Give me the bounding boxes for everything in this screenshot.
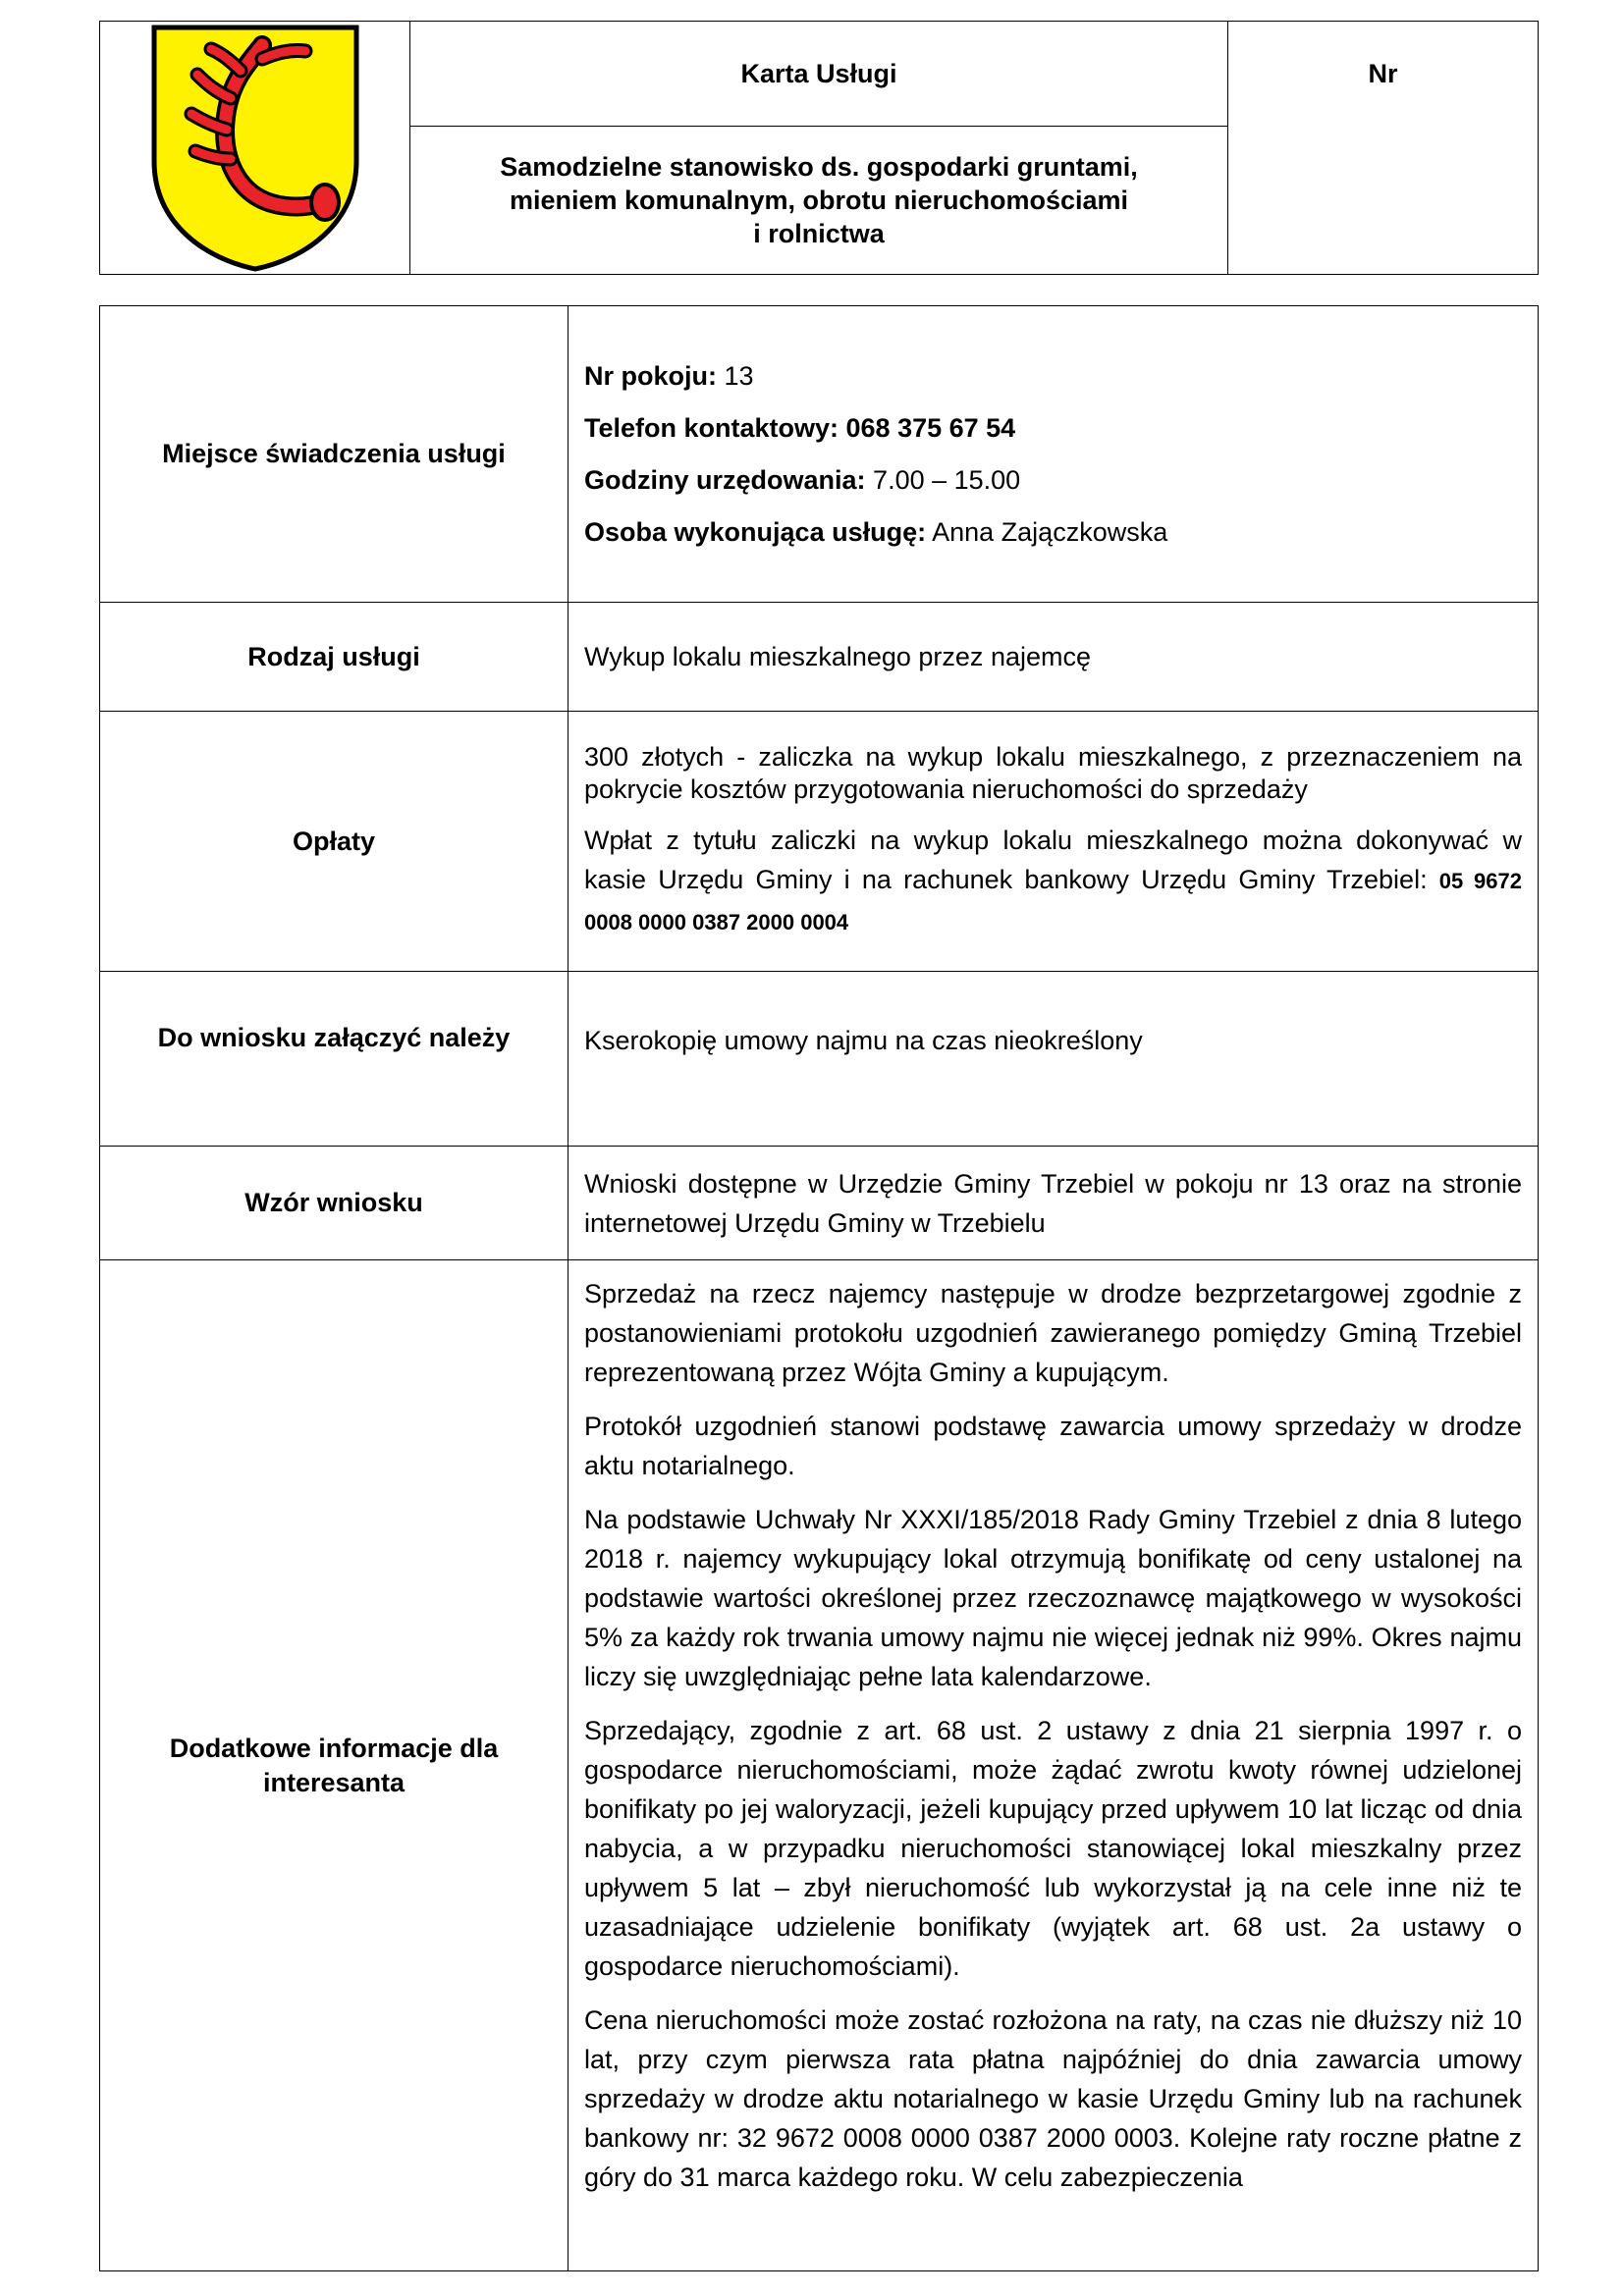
- service-card-table: [99, 305, 1539, 2271]
- phone-label: Telefon kontaktowy: 068 375 67 54: [584, 412, 1016, 443]
- row-service-type: [100, 603, 1539, 712]
- coat-of-arms-cell: [100, 22, 410, 274]
- info-paragraph: Sprzedaż na rzecz najemcy następuje w drodze bezprzetargowej zgodnie z postanowieniami protokołu uzgodnień zawieranego pomiędzy Gminą Trzebiel reprezentowaną przez Wójta Gminy a kupującym.: [584, 1279, 1522, 1387]
- fees-paragraph-2: [584, 821, 1522, 942]
- info-paragraph: Na podstawie Uchwały Nr XXXI/185/2018 Rady Gminy Trzebiel z dnia 8 lutego 2018 r. najemcy wykupujący lokal otrzymują bonifikatę od ceny ustalonej na podstawie wartości określonej przez rzeczoznawcę majątkowego w wysokości 5% za każdy rok trwania umowy najmu nie więcej jednak niż 99%. Okres najmu liczy się uwzględniając pełne lata kalendarzowe.: [584, 1505, 1522, 1691]
- info-paragraph: Protokół uzgodnień stanowi podstawę zawarcia umowy sprzedaży w drodze aktu notarialnego.: [584, 1412, 1522, 1480]
- row-attachments: [100, 972, 1539, 1147]
- service-type-label: Rodzaj usługi: [100, 603, 568, 712]
- bank-account-number: 05 9672 0008 0000 0387 2000 0004: [584, 868, 1522, 934]
- place-value: [568, 306, 1539, 603]
- room-value: 13: [724, 360, 754, 391]
- header-title-column: [410, 22, 1228, 274]
- fees-payment-text: Wpłat z tytułu zaliczki na wykup lokalu mieszkalnego można dokonywać w kasie Urzędu Gminy i na rachunek bankowy Urzędu Gminy Trzebiel:: [584, 825, 1522, 894]
- service-type-value: Wykup lokalu mieszkalnego przez najemcę: [568, 603, 1539, 712]
- info-paragraph: Sprzedający, zgodnie z art. 68 ust. 2 ustawy z dnia 21 sierpnia 1997 r. o gospodarce nieruchomościami, może żądać zwrotu kwoty równej udzielonej bonifikaty po jej waloryzacji, jeżeli kupujący przed upływem 10 lat licząc od dnia nabycia, a w przypadku nieruchomości stanowiącej lokal mieszkalny przez upływem 5 lat – zbył nieruchomość lub wykorzystał ją na cele inne niż te uzasadniające udzielenie bonifikaty (wyjątek art. 68 ust. 2a ustawy o gospodarce nieruchomościami).: [584, 1716, 1522, 1981]
- row-info: [100, 1260, 1539, 2271]
- number-label: Nr: [1368, 59, 1398, 88]
- person-value: Anna Zajączkowska: [932, 516, 1168, 547]
- room-label: Nr pokoju:: [584, 360, 717, 391]
- coat-of-arms-antler-icon: [146, 24, 364, 272]
- form-label: Wzór wniosku: [100, 1147, 568, 1260]
- info-label: Dodatkowe informacje dla interesanta: [100, 1260, 568, 2271]
- person-label: Osoba wykonująca usługę:: [584, 516, 927, 547]
- info-value: [568, 1260, 1539, 2271]
- attachments-value: Kserokopię umowy najmu na czas nieokreślony: [568, 972, 1539, 1147]
- header-table: [99, 21, 1539, 275]
- hours-value: 7.00 – 15.00: [873, 464, 1021, 495]
- form-value: Wnioski dostępne w Urzędzie Gminy Trzebiel w pokoju nr 13 oraz na stronie internetowej Urzędu Gminy w Trzebielu: [568, 1147, 1539, 1260]
- fees-paragraph-1: 300 złotych - zaliczka na wykup lokalu mieszkalnego, z przeznaczeniem na pokrycie kosztów przygotowania nieruchomości do sprzedaży: [584, 741, 1522, 804]
- info-paragraph: Cena nieruchomości może zostać rozłożona na raty, na czas nie dłuższy niż 10 lat, przy czym pierwsza rata płatna najpóźniej do dnia zawarcia umowy sprzedaży w drodze aktu notarialnego w kasie Urzędu Gminy lub na rachunek bankowy nr: 32 9672 0008 0000 0387 2000 0003. Kolejne raty roczne płatne z góry do 31 marca każdego roku. W celu zabezpieczenia: [584, 2005, 1522, 2192]
- fees-label: Opłaty: [100, 712, 568, 972]
- hours-label: Godziny urzędowania:: [584, 464, 866, 495]
- attachments-label: Do wniosku załączyć należy: [100, 972, 568, 1147]
- row-form: [100, 1147, 1539, 1260]
- place-label: Miejsce świadczenia usługi: [100, 306, 568, 603]
- row-place: [100, 306, 1539, 603]
- card-title: Karta Usługi: [410, 22, 1227, 127]
- department-name: Samodzielne stanowisko ds. gospodarki gruntami, mieniem komunalnym, obrotu nieruchomościami i rolnictwa: [500, 152, 1138, 248]
- fees-value: [568, 712, 1539, 972]
- row-fees: [100, 712, 1539, 972]
